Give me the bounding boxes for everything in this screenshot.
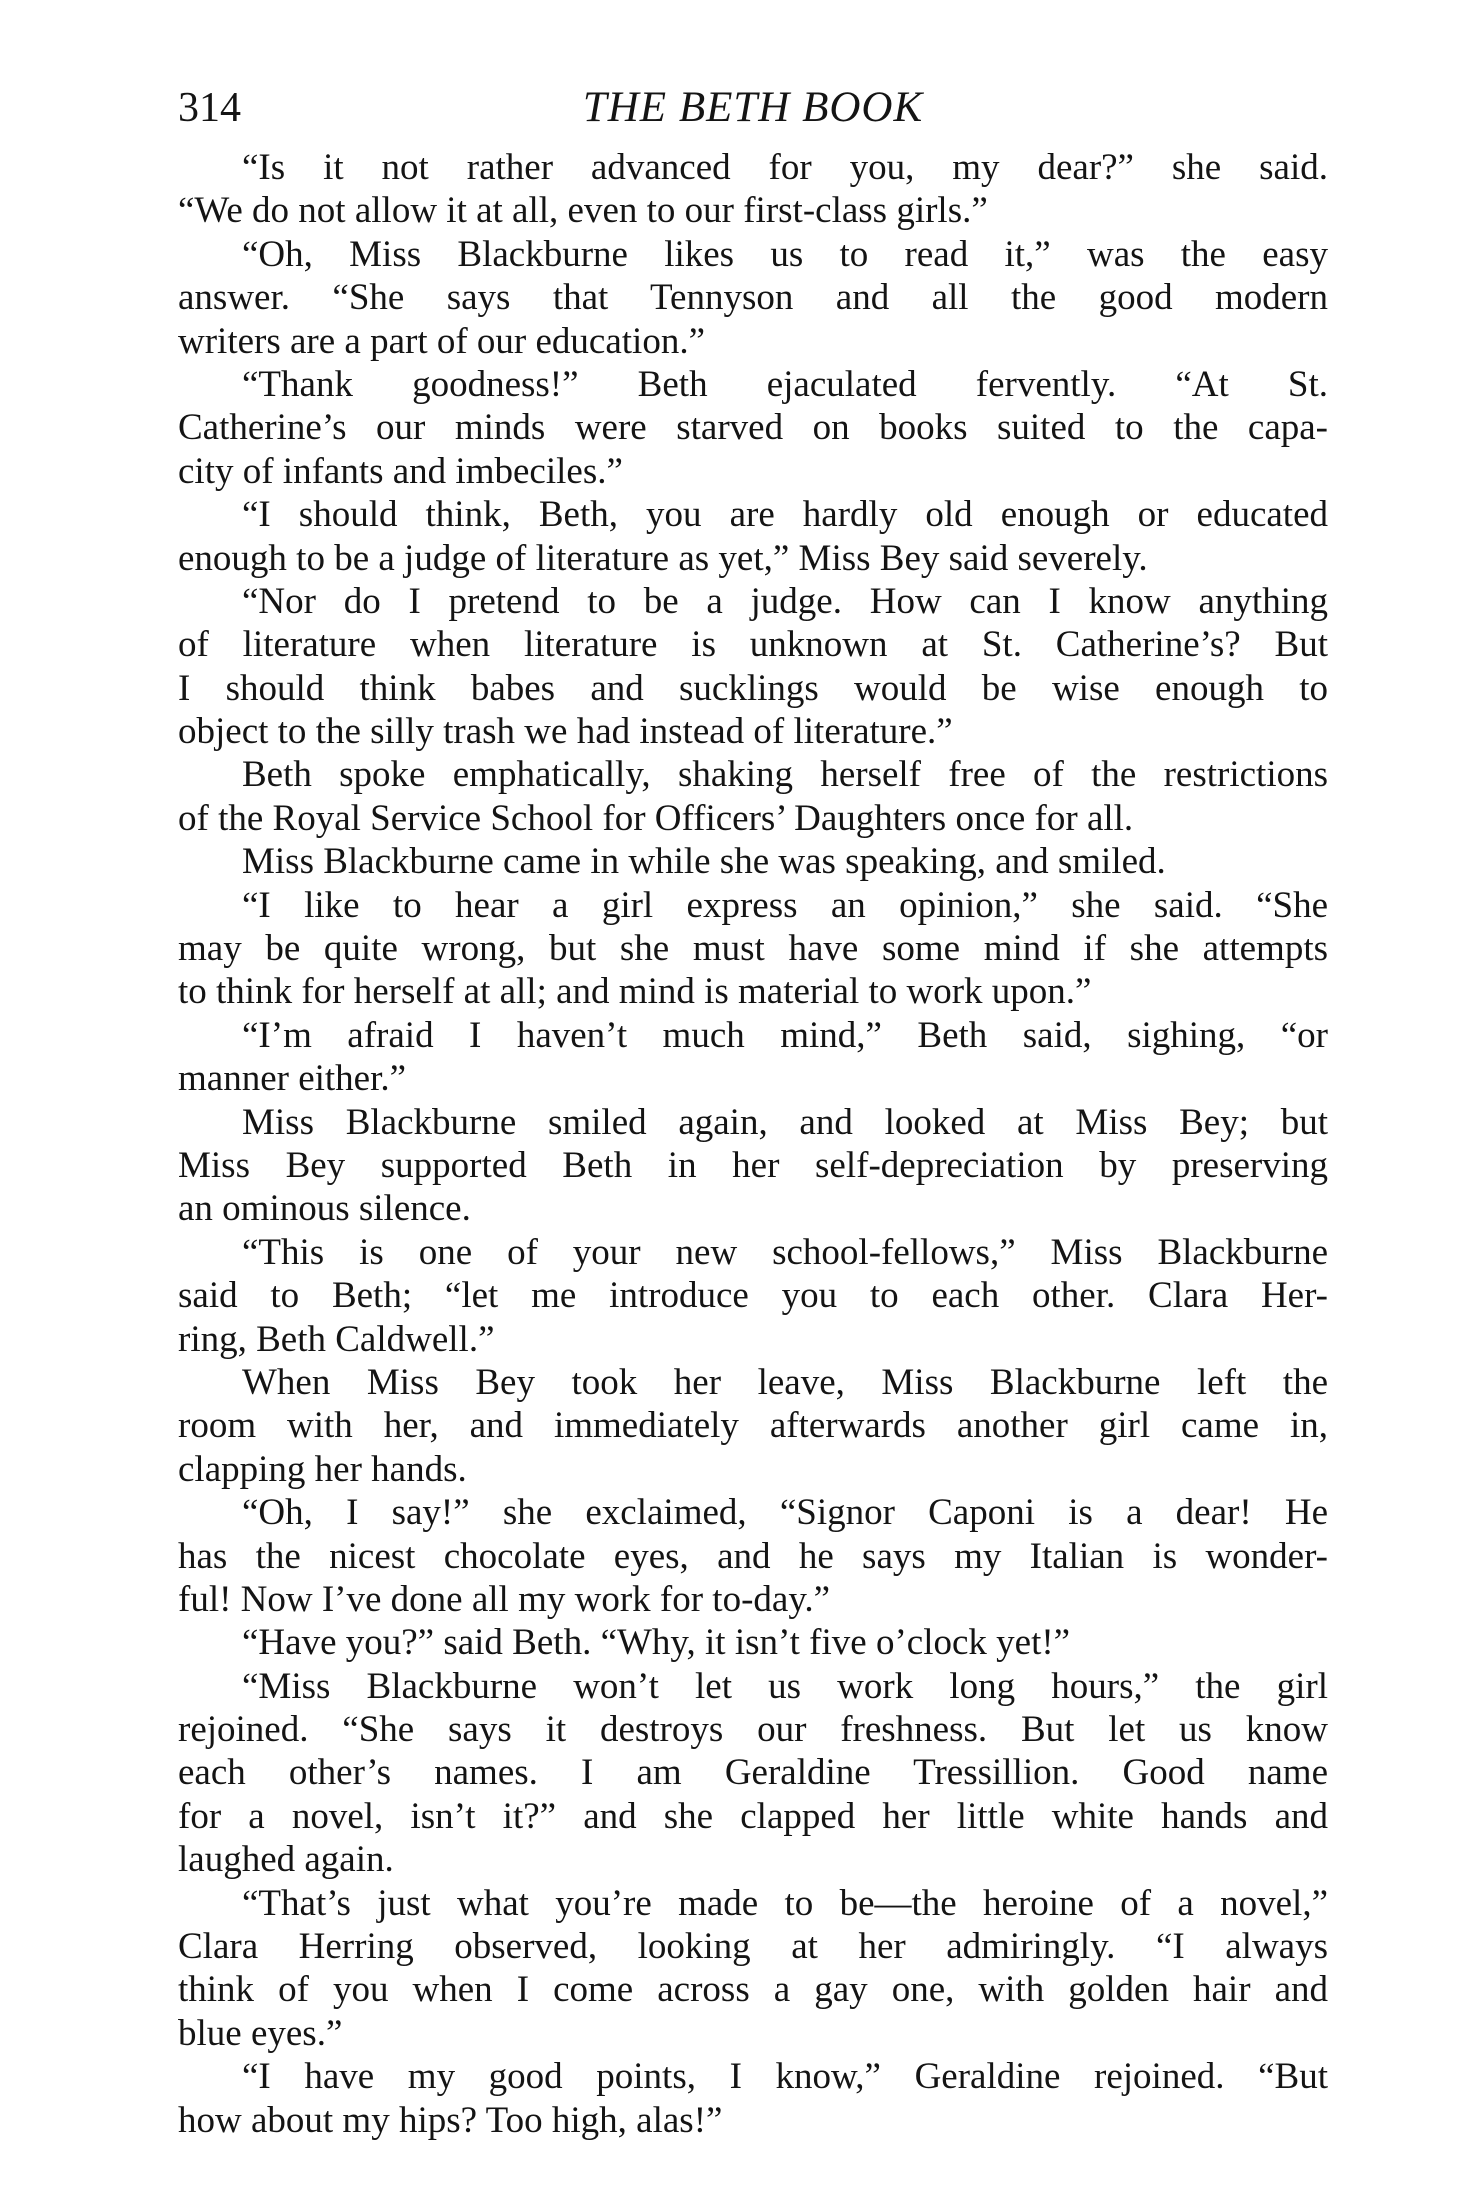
text-line: When Miss Bey took her leave, Miss Blackburne left the <box>242 1361 1328 1403</box>
text-line: “Nor do I pretend to be a judge. How can I know anything <box>242 580 1328 622</box>
text-line: manner either.” <box>178 1058 407 1100</box>
text-line: “We do not allow it at all, even to our first-class girls.” <box>178 190 988 232</box>
text-line: how about my hips? Too high, alas!” <box>178 2099 723 2141</box>
text-line: room with her, and immediately afterwards another girl came in, <box>178 1405 1328 1447</box>
text-line: laughed again. <box>178 1839 394 1881</box>
text-line: Beth spoke emphatically, shaking herself free of the restrictions <box>242 754 1328 796</box>
text-line: “Have you?” said Beth. “Why, it isn’t five o’clock yet!” <box>242 1622 1071 1664</box>
text-line: “Miss Blackburne won’t let us work long hours,” the girl <box>242 1665 1328 1707</box>
text-line: “Oh, I say!” she exclaimed, “Signor Caponi is a dear! He <box>242 1492 1328 1534</box>
text-line: “I should think, Beth, you are hardly old enough or educated <box>242 494 1328 536</box>
text-line: “This is one of your new school-fellows,” Miss Blackburne <box>242 1231 1328 1273</box>
text-line: clapping her hands. <box>178 1448 467 1490</box>
text-line: Miss Blackburne smiled again, and looked at Miss Bey; but <box>242 1101 1328 1143</box>
text-line: blue eyes.” <box>178 2012 343 2054</box>
text-line: for a novel, isn’t it?” and she clapped her little white hands and <box>178 1795 1328 1837</box>
text-line: I should think babes and sucklings would be wise enough to <box>178 667 1328 709</box>
body-text <box>178 146 1328 2142</box>
text-line: “That’s just what you’re made to be—the heroine of a novel,” <box>242 1882 1328 1924</box>
text-line: object to the silly trash we had instead of literature.” <box>178 711 953 753</box>
text-line: may be quite wrong, but she must have some mind if she attempts <box>178 928 1328 970</box>
text-line: said to Beth; “let me introduce you to each other. Clara Her- <box>178 1275 1328 1317</box>
text-line: writers are a part of our education.” <box>178 320 705 362</box>
text-line: each other’s names. I am Geraldine Tressillion. Good name <box>178 1752 1328 1794</box>
text-line: Clara Herring observed, looking at her admiringly. “I always <box>178 1926 1328 1968</box>
text-line: Miss Bey supported Beth in her self-depreciation by preserving <box>178 1144 1328 1186</box>
text-line: rejoined. “She says it destroys our freshness. But let us know <box>178 1709 1328 1751</box>
text-line: Catherine’s our minds were starved on books suited to the capa- <box>178 407 1328 449</box>
text-line: answer. “She says that Tennyson and all the good modern <box>178 277 1328 319</box>
text-line: ring, Beth Caldwell.” <box>178 1318 495 1360</box>
running-title: THE BETH BOOK <box>582 84 924 131</box>
text-line: of literature when literature is unknown at St. Catherine’s? But <box>178 624 1328 666</box>
text-line: ful! Now I’ve done all my work for to-day.” <box>178 1578 831 1620</box>
text-line: has the nicest chocolate eyes, and he says my Italian is wonder- <box>178 1535 1328 1577</box>
text-line: “Is it not rather advanced for you, my dear?” she said. <box>242 147 1328 188</box>
text-line: city of infants and imbeciles.” <box>178 450 623 492</box>
running-header <box>178 78 1328 138</box>
page-number: 314 <box>178 85 241 131</box>
text-line: “I have my good points, I know,” Geraldine rejoined. “But <box>242 2056 1328 2098</box>
text-line: enough to be a judge of literature as yet,” Miss Bey said severely. <box>178 537 1148 579</box>
text-line: of the Royal Service School for Officers’ Daughters once for all. <box>178 797 1134 839</box>
text-line: Miss Blackburne came in while she was speaking, and smiled. <box>242 841 1166 883</box>
text-line: “Oh, Miss Blackburne likes us to read it,” was the easy <box>242 233 1328 275</box>
text-line: to think for herself at all; and mind is material to work upon.” <box>178 971 1092 1013</box>
text-line: “Thank goodness!” Beth ejaculated fervently. “At St. <box>242 363 1328 405</box>
text-line: think of you when I come across a gay one, with golden hair and <box>178 1969 1328 2011</box>
text-line: an ominous silence. <box>178 1188 471 1230</box>
text-line: “I like to hear a girl express an opinion,” she said. “She <box>242 884 1328 926</box>
text-line: “I’m afraid I haven’t much mind,” Beth said, sighing, “or <box>242 1014 1328 1056</box>
